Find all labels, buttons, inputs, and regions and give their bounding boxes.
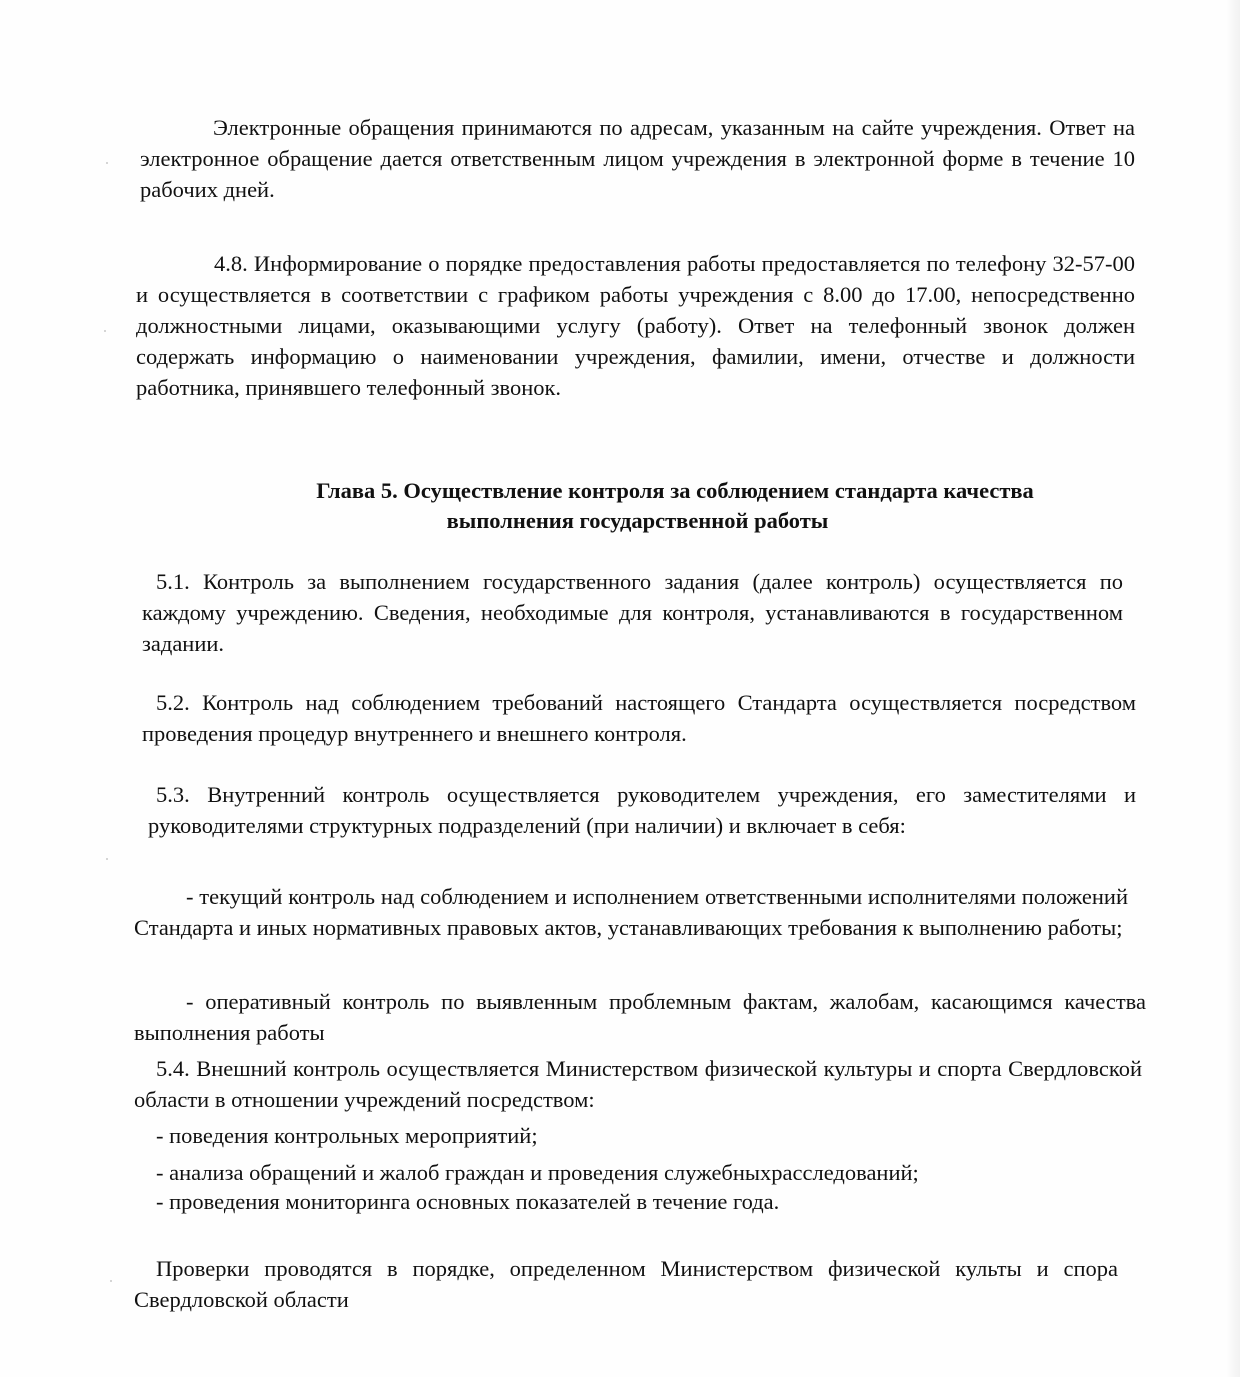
list-item-complaints-analysis: - анализа обращений и жалоб граждан и проведения служебныхрасследований; <box>156 1160 919 1185</box>
chapter-5-heading-line1: Глава 5. Осуществление контроля за соблюдением стандарта качества <box>316 478 1034 503</box>
paragraph-electronic-requests: Электронные обращения принимаются по адресам, указанным на сайте учреждения. Ответ на электронное обращение дается ответственным лицом учреждения в электронной форме в течение 10 рабочих дней. <box>140 115 1135 202</box>
paragraph-5-2: 5.2. Контроль над соблюдением требований настоящего Стандарта осуществляется посредством проведения процедур внутреннего и внешнего контроля. <box>142 690 1136 746</box>
chapter-5-heading-line2: выполнения государственной работы <box>446 508 829 533</box>
paragraph-operative-control: - оперативный контроль по выявленным проблемным фактам, жалобам, касающимся качества выполнения работы <box>134 989 1146 1045</box>
scan-speck <box>106 162 108 164</box>
paragraph-current-control: - текущий контроль над соблюдением и исполнением ответственными исполнителями положений Стандарта и иных нормативных правовых актов, устанавливающих требования к выполнению работы; <box>134 884 1128 940</box>
scan-speck <box>110 1280 112 1282</box>
paragraph-4-8: 4.8. Информирование о порядке предоставления работы предоставляется по телефону 32-57-00 и осуществляется в соответствии с графиком работы учреждения с 8.00 до 17.00, непосредственно должностными лицами, оказывающими услугу (работу). Ответ на телефонный звонок должен содержать информацию о наименовании учреждения, фамилии, имени, отчестве и должности работника, принявшего телефонный звонок. <box>136 251 1135 400</box>
scan-edge-shadow <box>1226 0 1240 1377</box>
paragraph-checks: Проверки проводятся в порядке, определенном Министерством физической культы и спора Свердловской области <box>134 1256 1118 1312</box>
paragraph-5-4: 5.4. Внешний контроль осуществляется Министерством физической культуры и спорта Свердловской области в отношении учреждений посредством: <box>134 1056 1142 1112</box>
scan-speck <box>106 858 108 860</box>
list-item-control-events: - поведения контрольных мероприятий; <box>156 1123 538 1148</box>
paragraph-5-3: 5.3. Внутренний контроль осуществляется руководителем учреждения, его заместителями и руководителями структурных подразделений (при наличии) и включает в себя: <box>148 782 1136 838</box>
scan-speck <box>104 330 106 332</box>
list-item-monitoring: - проведения мониторинга основных показателей в течение года. <box>156 1189 780 1214</box>
paragraph-5-1: 5.1. Контроль за выполнением государственного задания (далее контроль) осуществляется по каждому учреждению. Сведения, необходимые для контроля, устанавливаются в государственном задании. <box>142 569 1123 656</box>
